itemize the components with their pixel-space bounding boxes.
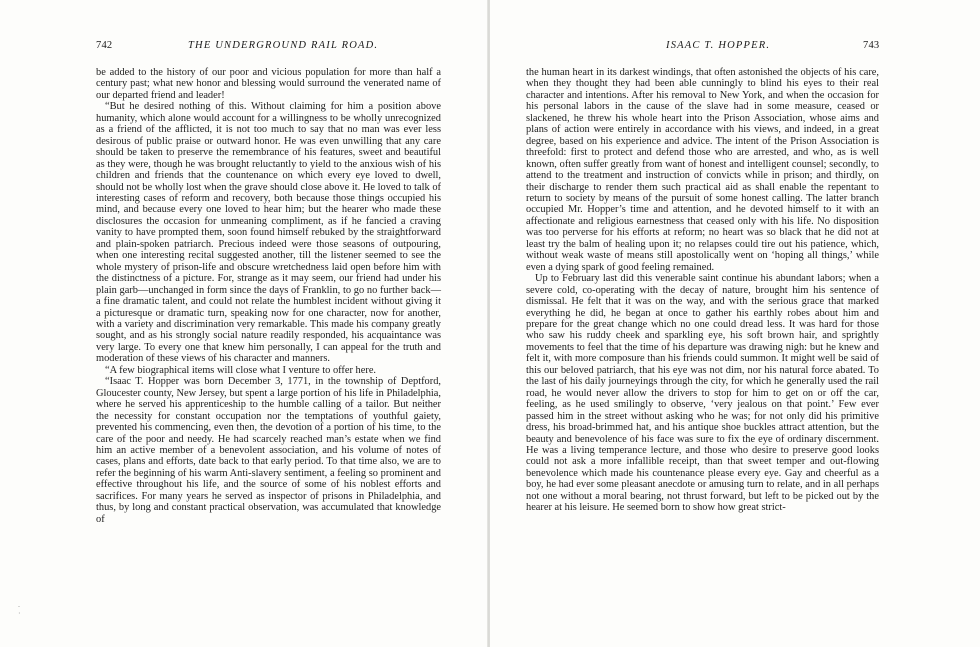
page-body xyxy=(96,67,441,525)
paragraph: “But he desired nothing of this. Without claiming for him a position above humanity, which alone would account for a willingness to be wholly unrecognized as a friend of the afflicted, it is not too much to say that no man was ever less desirous of public praise or outward honor. He was even unwilling that any care should be taken to preserve the remembrance of his features, sweet and beautiful as they were, though he was brought reluctantly to yield to the anxious wish of his children and friends that the countenance on which every eye loved to dwell, should not be wholly lost when the grave should close above it. He loved to talk of interesting cases of reform and recovery, both because those things occupied his mind, and because every one loved to hear him; but the hearer who made these disclosures the occasion for unmeaning compliment, as if he fancied a craving vanity to have prompted them, soon found himself rebuked by the straightforward and plain-spoken patriarch. Precious indeed were those seasons of outpouring, when one interesting recital suggested another, till the listener seemed to see the whole mystery of prison-life and obscure wretchedness laid open before him with the distinctness of a picture. For, strange as it may seem, our friend had under his plain garb—unchanged in form since the days of Franklin, to go no further back—a fine dramatic talent, and could not relate the humblest incident without giving it a picturesque or dramatic turn, speaking now for one character, now for another, with a variety and discrimination very remarkable. This made his company greatly sought, and as his strongly social nature readily responded, his acquaintance was very large. To every one that knew him personally, I can appeal for the truth and moderation of these views of his character and manners. xyxy=(96,101,441,365)
page-number: 743 xyxy=(863,40,880,51)
paragraph: Up to February last did this venerable saint continue his abundant labors; when a severe cold, co-operating with the decay of nature, brought him his sentence of dismissal. He felt that it was on the way, and with the serious grace that marked everything he did, he began at once to gather his earthly robes about him and prepare for the great change which no one could dread less. It was hard for those who saw his ruddy cheek and sparkling eye, his soft brown hair, and sprightly movements to feel that the time of his departure was drawing nigh: but he knew and felt it, with more composure than his friends could summon. It might well be said of this our beloved patriarch, that his eye was not dim, nor his natural force abated. To the last of his daily journeyings through the city, for which he generally used the rail road, he would never allow the drivers to stop for him to get on or off the car, feeling, as he used smilingly to observe, ‘very jealous on that point.’ Few ever passed him in the street without asking who he was; for not only did his primitive dress, his broad-brimmed hat, and his antique shoe buckles attract attention, but the beauty and benevolence of his face was sure to fix the eye of ordinary discernment. He was a living temperance lecture, and those who desire to preserve good looks could not ask a more infallible receipt, than that sweet temper and out-flowing benevolence which made his countenance please every eye. Gay and cheerful as a boy, he had ever some pleasant anecdote or amusing turn to relate, and in all perhaps not one without a moral bearing, not thrust forward, but left to be picked out by the hearer at his leisure. He seemed born to show how great strict- xyxy=(526,273,879,514)
running-head: THE UNDERGROUND RAIL ROAD. xyxy=(188,40,379,51)
running-head: ISAAC T. HOPPER. xyxy=(666,40,771,51)
paragraph: “Isaac T. Hopper was born December 3, 1771, in the township of Deptford, Gloucester county, New Jersey, but spent a large portion of his life in Philadelphia, where he served his apprenticeship to the humble calling of a tailor. But neither the necessity for constant occupation nor the temptations of youthful gaiety, prevented his commencing, even then, the devotion of a portion of his time, to the care of the poor and needy. He had scarcely reached man’s estate when we find him an active member of a benevolent association, and his volume of notes of cases, plans and efforts, date back to that early period. To that time also, we are to refer the beginning of his warm Anti-slavery sentiment, a feeling so prominent and effective throughout his life, and the source of some of his noblest efforts and sacrifices. For many years he served as inspector of prisons in Philadelphia, and thus, by long and constant practical observation, was accumulated that knowledge of xyxy=(96,376,441,525)
page-body xyxy=(526,67,879,514)
left-page xyxy=(0,0,488,647)
scan-specks: . · xyxy=(18,600,22,618)
paragraph: the human heart in its darkest windings, that often astonished the objects of his care, when they thought they had been able cunningly to blind his eyes to their real character and intentions. After his removal to New York, and when the occasion for his personal labors in the cause of the slave had in some measure, ceased or slackened, he threw his whole heart into the Prison Association, whose aims and plans of action were entirely in accordance with his views, and indeed, in a great degree, based on his experience and advice. The intent of the Prison Association is threefold: first to protect and defend those who are arrested, and who, as is well known, often suffer greatly from want of honest and intelligent counsel; secondly, to attend to the treatment and instruction of convicts while in prison; and thirdly, on their discharge to render them such practical aid as shall enable the repentant to return to society by means of the pursuit of some honest calling. The latter branch occupied Mr. Hopper’s time and attention, and he devoted himself to it with an affectionate and religious earnestness that ceased only with his life. No disposition was too perverse for his efforts at reform; no heart was so black that he did not at least try the balm of healing upon it; no relapses could tire out his patience, which, without weak waste of means still apostolically went on ‘hoping all things,’ while even a dying spark of good feeling remained. xyxy=(526,67,879,273)
paragraph: “A few biographical items will close what I venture to offer here. xyxy=(105,364,377,376)
paragraph: be added to the history of our poor and vicious population for more than half a century past; what new honor and blessing would surround the venerated name of our departed friend and leader! xyxy=(96,67,441,101)
right-page xyxy=(490,0,980,647)
page-number: 742 xyxy=(96,40,113,51)
